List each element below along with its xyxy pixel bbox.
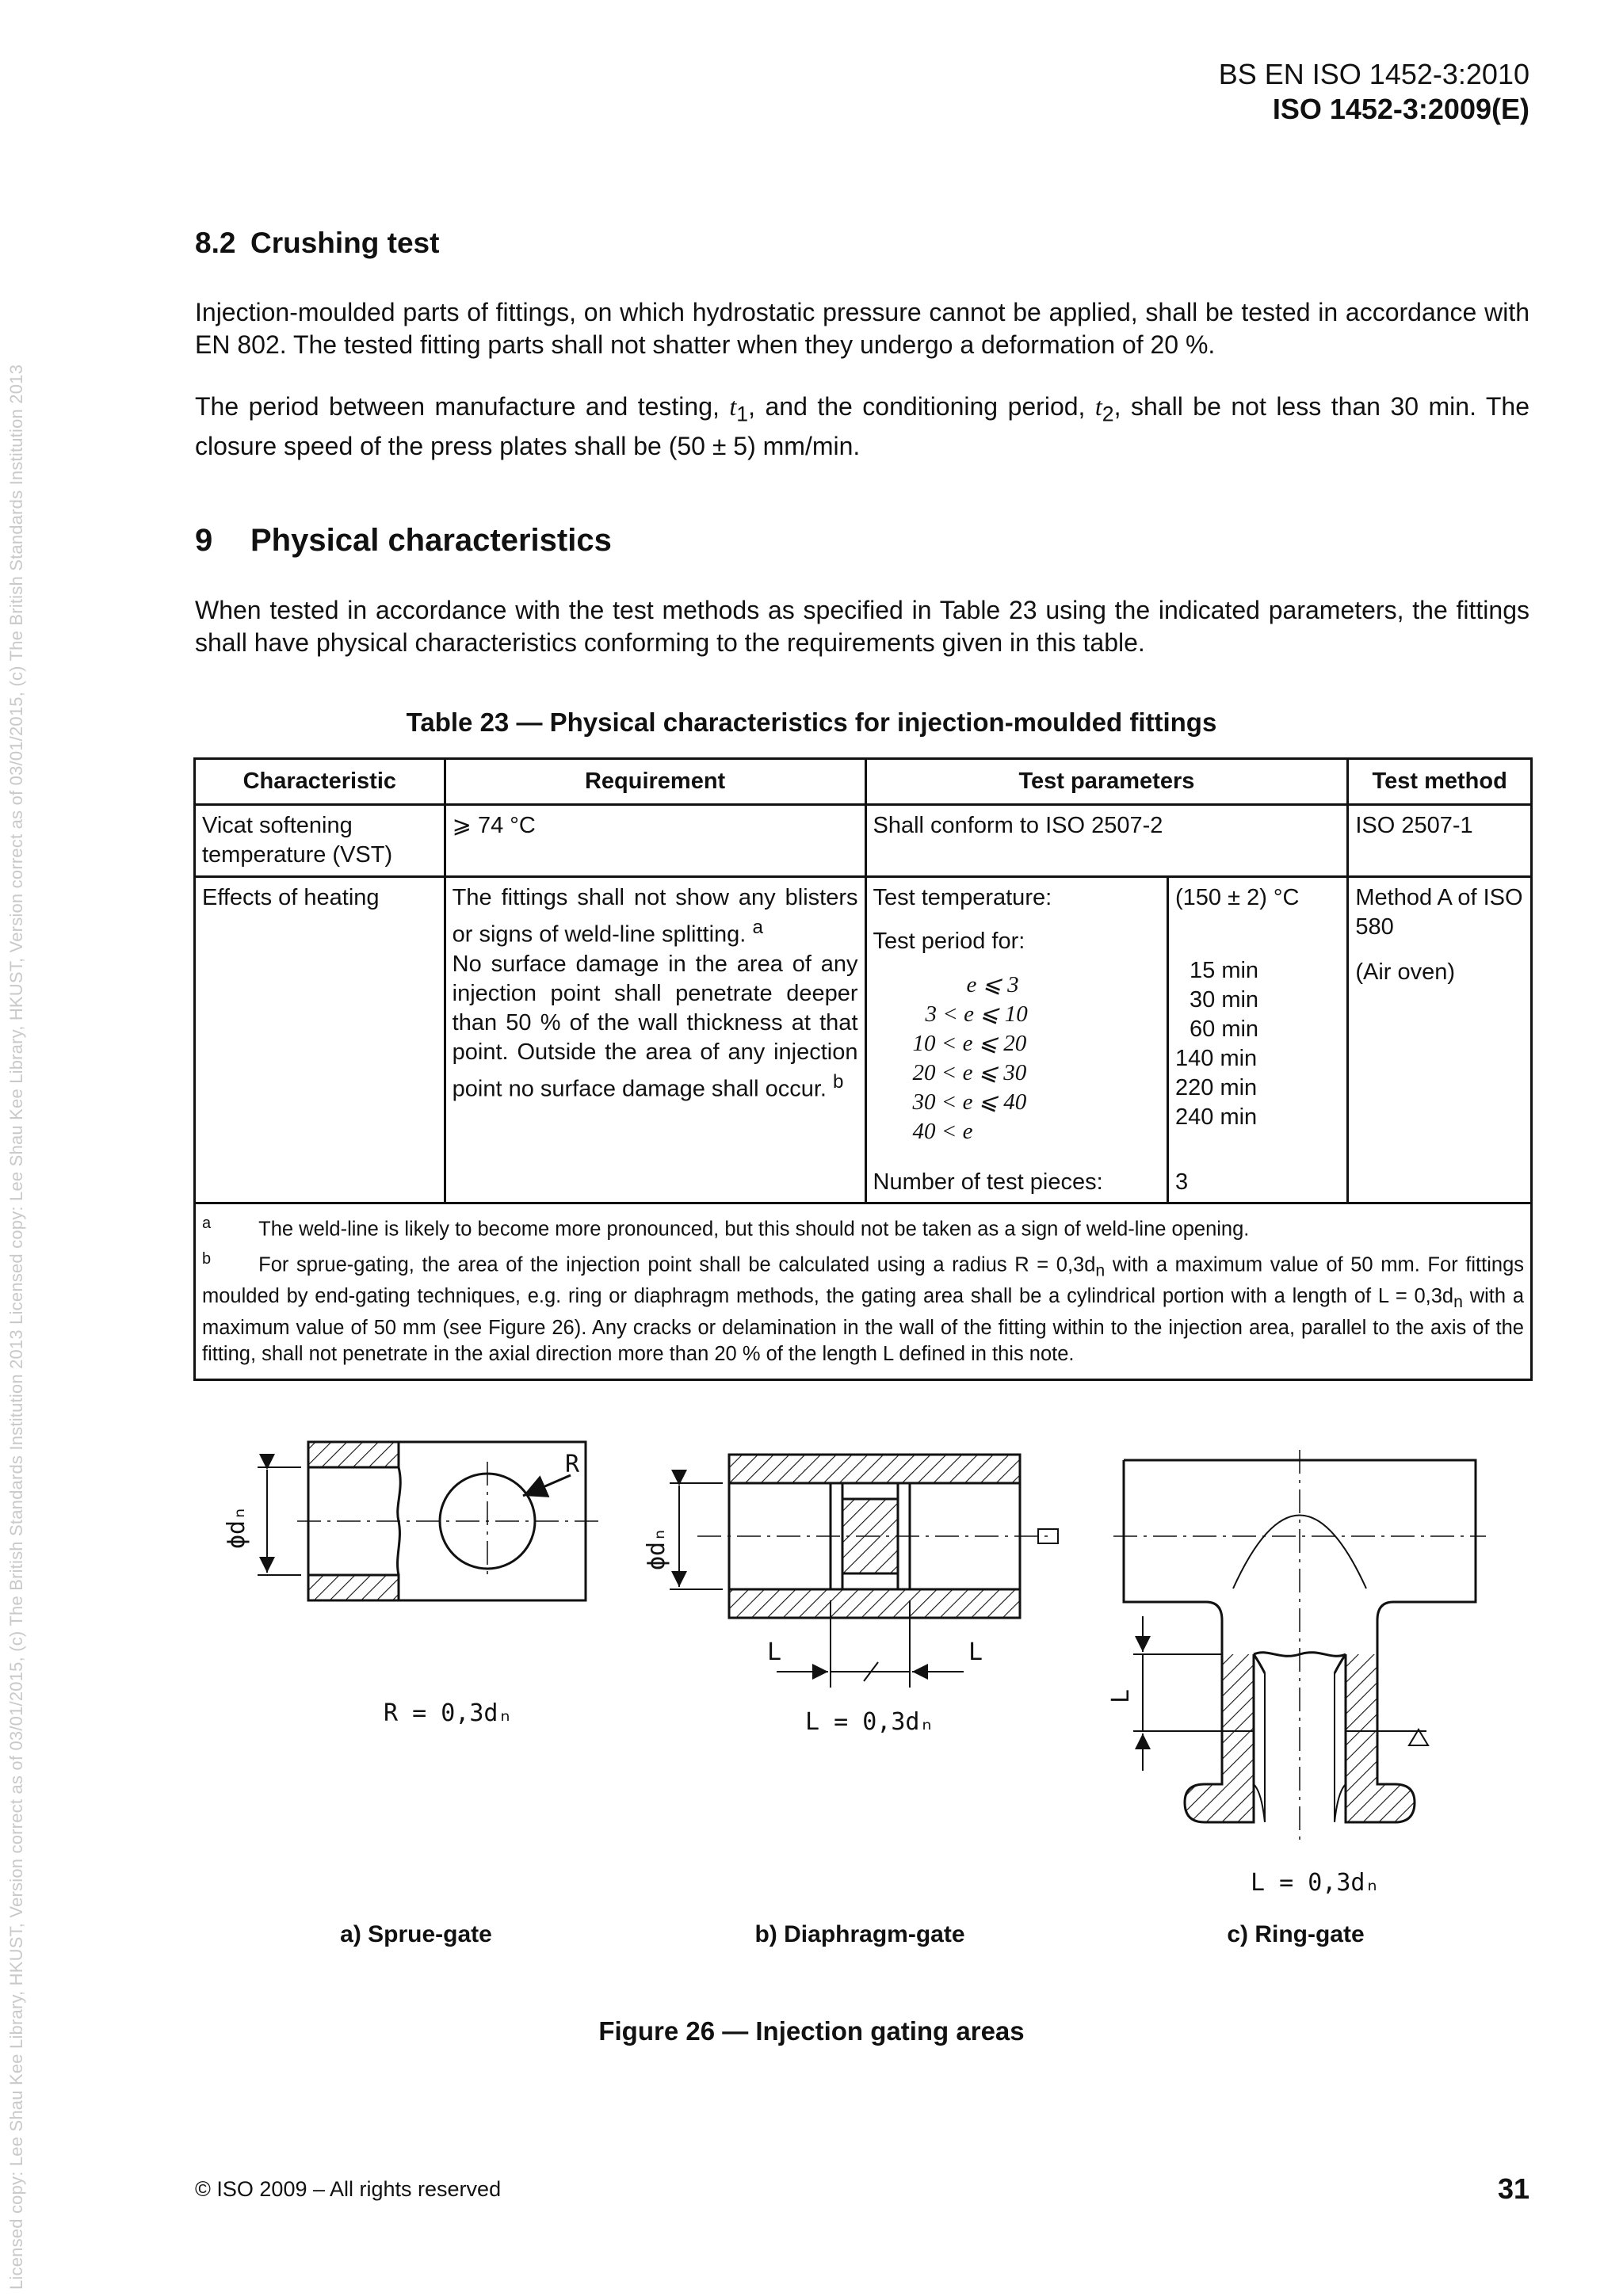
diaphragm-diameter-label: ϕdₙ bbox=[643, 1527, 670, 1570]
diaphragm-length-label-right: L bbox=[968, 1638, 983, 1666]
copyright-footer: © ISO 2009 – All rights reserved bbox=[195, 2177, 502, 2201]
sprue-radius-label: R bbox=[565, 1451, 580, 1478]
footnote-b: $^b$ For sprue-gating, the area of the injection point shall be calculated using a radius $R = 0,3d_n$ with a maximum value of 50 mm. For fittings moulded by end-gating techniques, e.g. ring or diaphragm methods, the gating area shall be a cylindrical portion with a length of $L = 0,3d_n$ with a maximum value of 50 mm (see Figure 26). Any cracks or delamination in the wall of the fitting within to the injection area, parallel to the axis of the fitting, shall not penetrate in the axial direction more than 20 % of the length L defined in this note. bbox=[202, 1249, 1525, 1366]
period-time: 30 min bbox=[1190, 987, 1259, 1013]
cell-method: Method A of ISO 580 (Air oven) bbox=[1348, 877, 1532, 1203]
figure-caption-ring-gate: c) Ring-gate bbox=[1227, 1921, 1365, 1947]
footnote-ref: a bbox=[752, 917, 763, 938]
period-time: 15 min bbox=[1190, 958, 1259, 983]
period-time: 140 min bbox=[1175, 1046, 1258, 1071]
header-requirement: Requirement bbox=[445, 759, 865, 805]
license-watermark: Licensed copy: Lee Shau Kee Library, HKUST, Version correct as of 03/01/2015, (c) The British Standards Institution 2013 Licensed copy: Lee Shau Kee Library, HKUST, Version correct as of 03/01/2015, (c) The British Standards Institution 2013 bbox=[6, 364, 26, 2290]
ring-length-label: L bbox=[1107, 1688, 1135, 1703]
section-number: 9 bbox=[195, 523, 213, 558]
crushing-test-paragraph-1: Injection-moulded parts of fittings, on which hydrostatic pressure cannot be applied, shall be tested in accordance with EN 802. The tested fitting parts shall not shatter when they undergo a deformation of 20 %. bbox=[195, 298, 1529, 359]
test-period-label: Test period for: bbox=[873, 929, 1025, 954]
diaphragm-gate-drawing bbox=[670, 1455, 1058, 1688]
period-range: 30 < e ⩽ 40 bbox=[912, 1089, 1027, 1115]
header-characteristic: Characteristic bbox=[195, 759, 445, 805]
period-range: 40 < e bbox=[912, 1119, 973, 1144]
section-title: Physical characteristics bbox=[250, 523, 612, 558]
cell-requirement: ⩾ 74 °C bbox=[445, 805, 865, 877]
header-standard-bs: BS EN ISO 1452-3:2010 bbox=[1218, 58, 1529, 90]
cell-characteristic: Effects of heating bbox=[195, 877, 445, 1203]
cell-method: ISO 2507-1 bbox=[1348, 805, 1532, 877]
test-pieces-value: 3 bbox=[1175, 1169, 1189, 1195]
test-temperature-value: (150 ± 2) °C bbox=[1175, 885, 1300, 910]
figure-caption-sprue-gate: a) Sprue-gate bbox=[340, 1921, 492, 1947]
period-range: 3 < e ⩽ 10 bbox=[925, 1001, 1028, 1027]
header-standard-iso: ISO 1452-3:2009(E) bbox=[1272, 93, 1529, 125]
period-range: 20 < e ⩽ 30 bbox=[912, 1060, 1027, 1085]
section-title: Crushing test bbox=[250, 227, 440, 259]
sprue-formula: R = 0,3dₙ bbox=[384, 1699, 513, 1727]
period-range: e ⩽ 3 bbox=[966, 972, 1019, 997]
header-test-method: Test method bbox=[1348, 759, 1532, 805]
period-time: 220 min bbox=[1175, 1075, 1258, 1100]
physical-characteristics-paragraph: When tested in accordance with the test methods as specified in Table 23 using the indicated parameters, the fittings shall have physical characteristics conforming to the requirements given in this table. bbox=[195, 596, 1529, 657]
figure-caption-diaphragm-gate: b) Diaphragm-gate bbox=[754, 1921, 965, 1947]
table-caption: Table 23 — Physical characteristics for injection-moulded fittings bbox=[406, 707, 1217, 737]
page-number: 31 bbox=[1497, 2172, 1529, 2205]
footnote-a: $^a$ The weld-line is likely to become more pronounced, but this should not be taken as a sign of weld-line opening. bbox=[202, 1215, 1250, 1241]
period-time: 240 min bbox=[1175, 1104, 1258, 1130]
sprue-diameter-label: ϕdₙ bbox=[223, 1505, 250, 1549]
sprue-gate-drawing bbox=[258, 1442, 598, 1600]
period-range: 10 < e ⩽ 20 bbox=[912, 1031, 1027, 1056]
ring-formula: L = 0,3dₙ bbox=[1251, 1869, 1380, 1897]
cell-requirement: The fittings shall not show any blisters or signs of weld-line splitting. $^a$ No surface damage in the area of any injection point shall penetrate deeper than 50 % of the wall thickness at that point. Outside the area of any injection point no surface damage shall occur. $^b$ bbox=[445, 877, 865, 1203]
crushing-test-paragraph-2: The period between manufacture and testing, $t_1$, and the conditioning period, $t_2$, shall be not less than 30 min. The closure speed of the press plates shall be (50 ± 5) mm/min. bbox=[195, 392, 1530, 461]
test-temperature-label: Test temperature: bbox=[873, 885, 1052, 910]
header-test-parameters: Test parameters bbox=[865, 759, 1348, 805]
cell-characteristic: Vicat softening temperature (VST) bbox=[195, 805, 445, 877]
period-time: 60 min bbox=[1190, 1016, 1259, 1042]
ring-gate-drawing bbox=[1113, 1450, 1486, 1846]
test-pieces-label: Number of test pieces: bbox=[867, 1152, 1168, 1202]
diaphragm-formula: L = 0,3dₙ bbox=[805, 1708, 934, 1736]
footnote-ref: b bbox=[833, 1070, 844, 1093]
section-number: 8.2 bbox=[195, 227, 236, 259]
figure-title: Figure 26 — Injection gating areas bbox=[598, 2016, 1025, 2046]
diaphragm-length-label-left: L bbox=[767, 1638, 782, 1666]
cell-parameters: Shall conform to ISO 2507-2 bbox=[865, 805, 1348, 877]
